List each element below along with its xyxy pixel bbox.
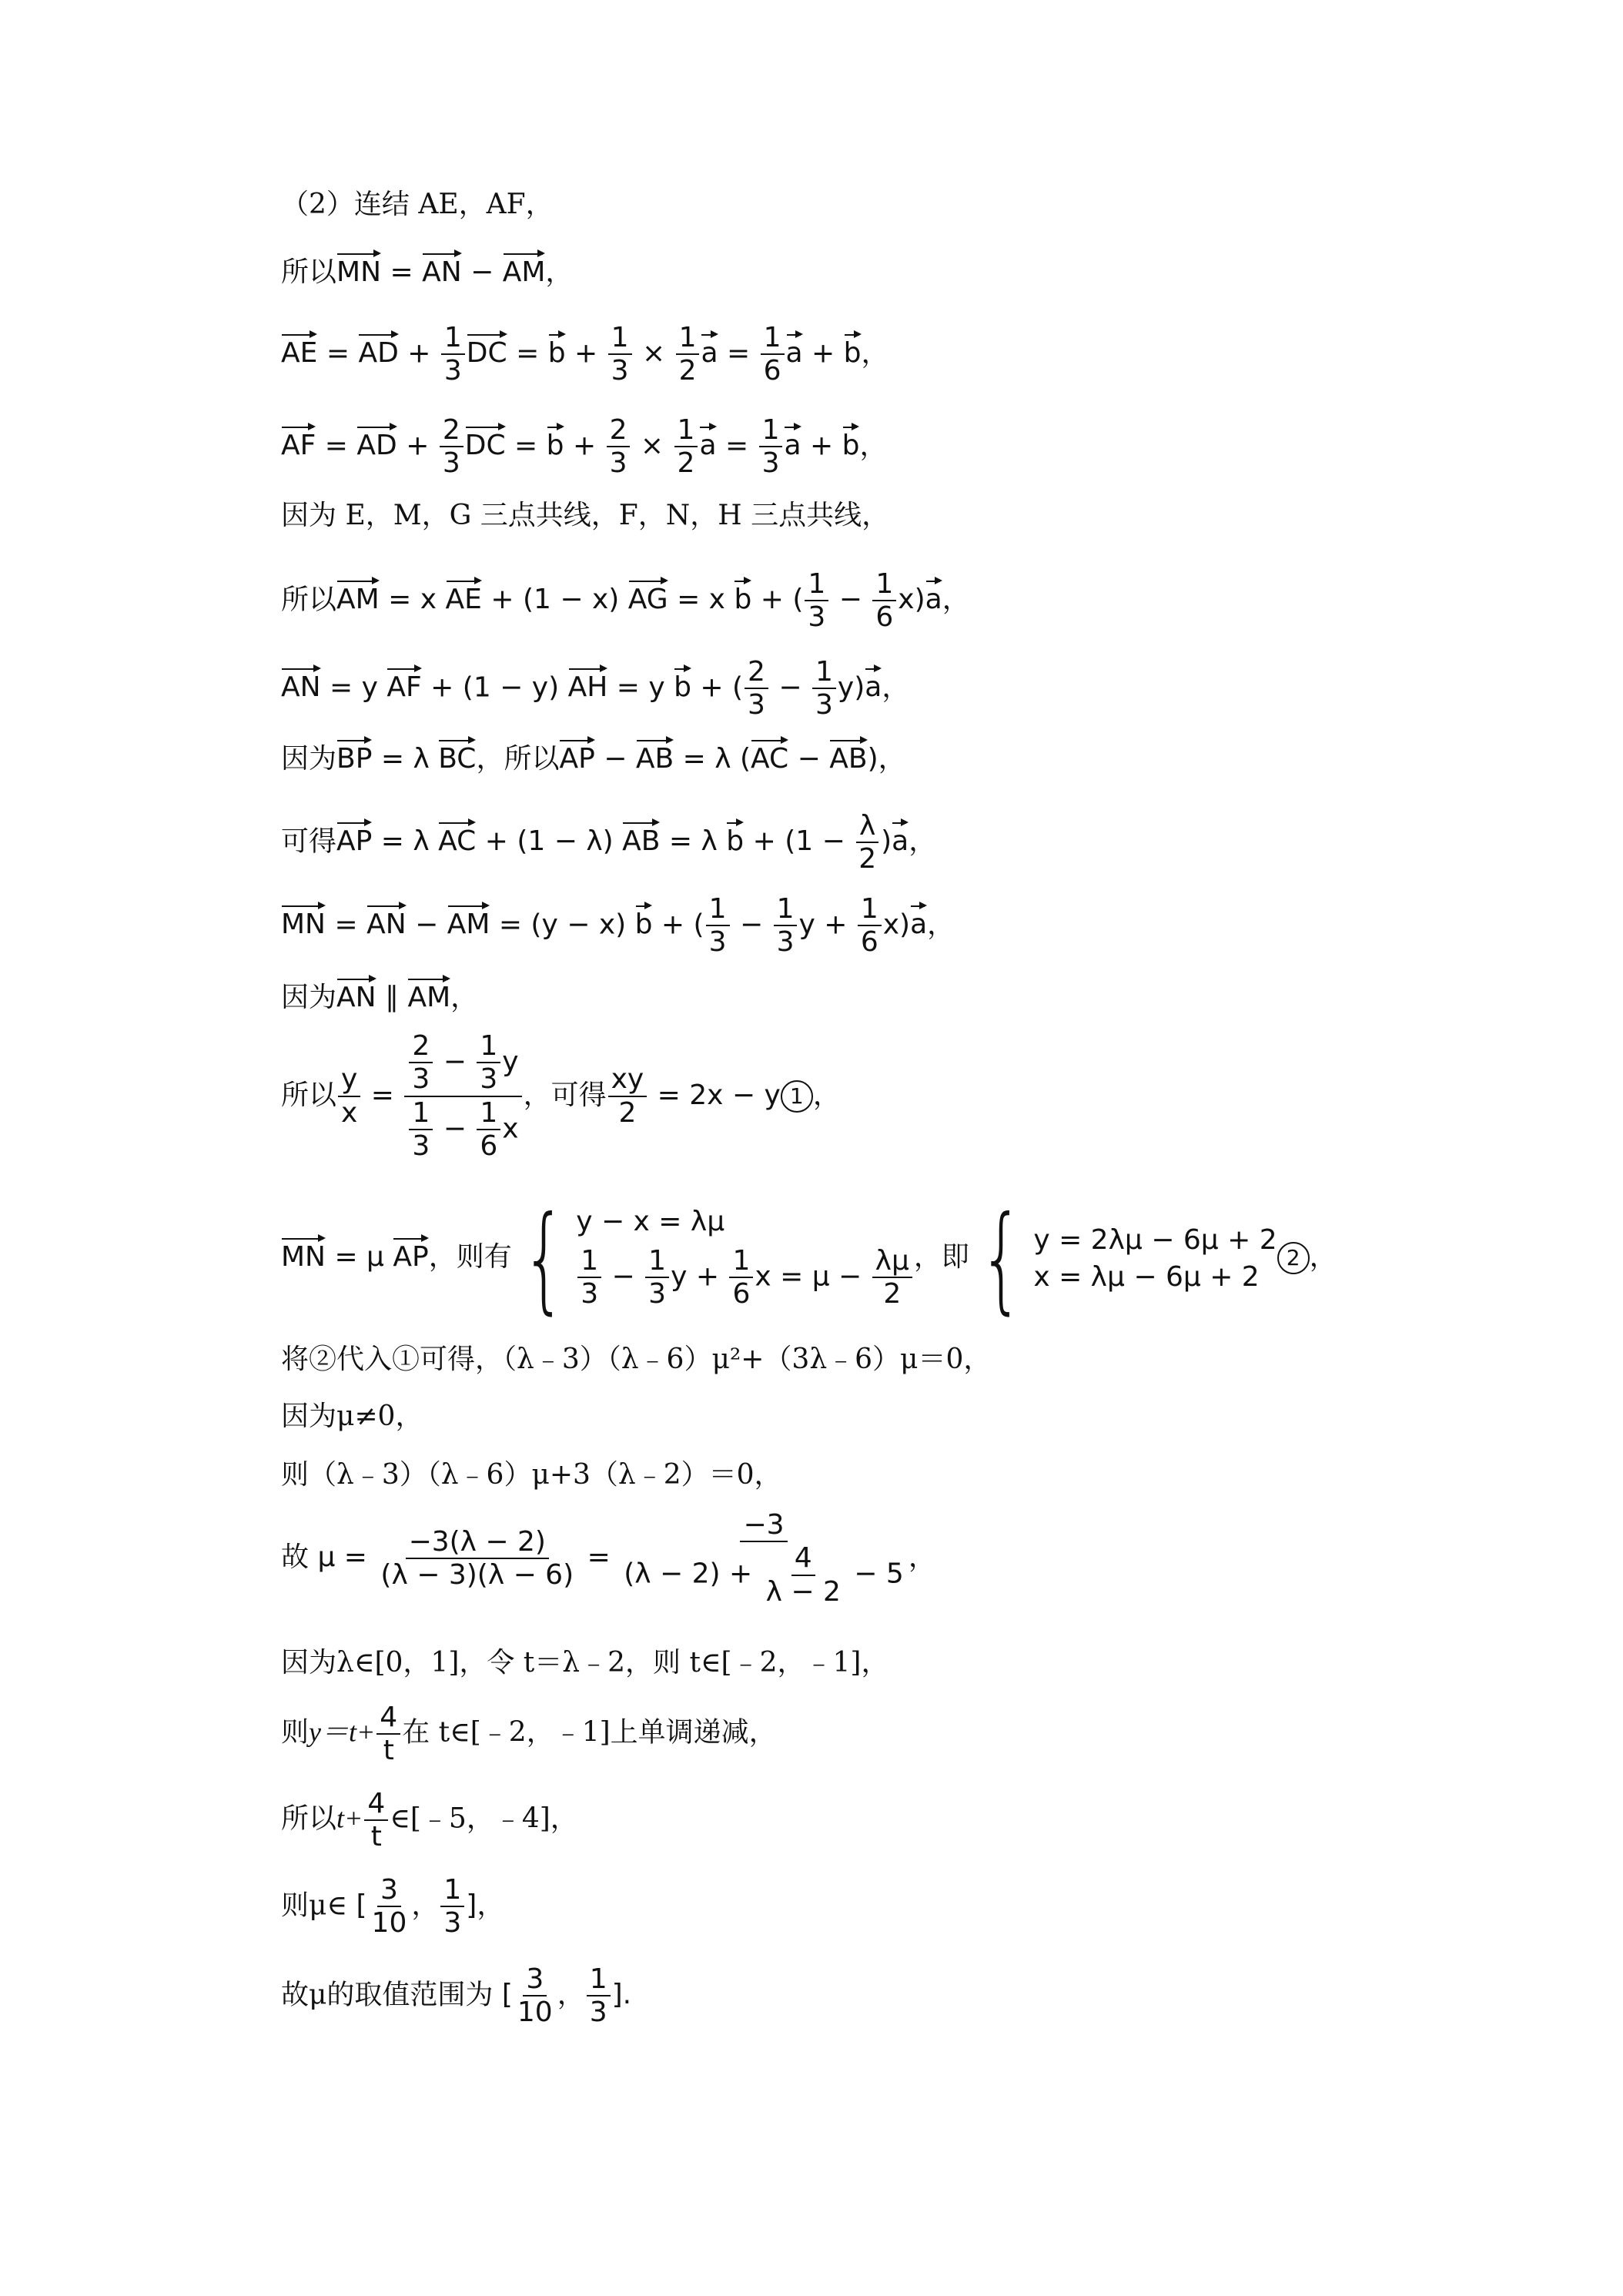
mid-text: ，即 [913, 1241, 969, 1273]
text-line-19: 则y＝t+ $\frac{4}{t}$ 在 t∈[﹣2，﹣1]上单调递减， [281, 1702, 777, 1767]
equation-system: MN = μ AP，则有{ y − x = λμ $\frac{1}{3}$ − $\frac{1}{3}$ y + $\frac{1}{6}$ x = μ − $\frac{\lambda\mu}{2}$ ，即{ y = 2λμ − 6μ + 2 x = λμ − 6μ + 2 2 ， [281, 1192, 1337, 1326]
equation-bp: 因为BP = λ BC，所以AP − AB = λ (AC − AB)， [281, 741, 906, 773]
text-line-16: 则（λ﹣3）（λ﹣6）μ+3（λ﹣2）＝0， [281, 1459, 782, 1491]
text-line-1: （2）连结 AE，AF， [281, 189, 554, 220]
prefix: 所以 [281, 584, 337, 616]
suffix: ∈[﹣5，﹣4]， [390, 1802, 578, 1835]
equation-mn: MN = AN − AM = (y − x) b + ( $\frac{1}{3}$ − $\frac{1}{3}$ y + $\frac{1}{6}$ x)a， [281, 893, 955, 959]
prefix: 所以 [281, 256, 337, 288]
suffix: 在 t∈[﹣2，﹣1]上单调递减， [402, 1716, 777, 1749]
text-line-2: 所以MN = AN − AM， [281, 254, 573, 286]
prefix: 因为 [281, 743, 337, 775]
prefix: 所以 [281, 1079, 337, 1111]
prefix: 可得 [281, 825, 337, 858]
prefix: 故μ的取值范围为 [281, 1979, 494, 2011]
prefix: 所以 [281, 1802, 337, 1835]
text-line-14: 将②代入①可得，（λ﹣3）（λ﹣6）μ²+（3λ﹣6）μ＝0， [281, 1344, 992, 1375]
equation-mu: 故 μ = $\frac{-3(\lambda - 2)}{(\lambda - 3)(\lambda - 6)}$ = −3 (λ − 2) + $\frac{4}{\lambda - 2}$ − 5 ， [281, 1509, 936, 1608]
prefix: 故 [281, 1541, 310, 1574]
prefix: 则μ∈ [281, 1889, 348, 1922]
equation-am: 所以AM = x AE + (1 − x) AG = x b + ( $\frac{1}{3}$ − $\frac{1}{6}$ x)a， [281, 568, 970, 634]
text-line-15: 因为μ≠0， [281, 1401, 423, 1432]
equation-ae: AE = AD + $\frac{1}{3}$ DC = b + $\frac{1}{3}$ × $\frac{1}{2}$ a = $\frac{1}{6}$ a + b， [281, 322, 889, 387]
text-parallel: 因为AN ∥ AM， [281, 979, 478, 1012]
equation-an: AN = y AF + (1 − y) AH = y b + ( $\frac{2}{3}$ − $\frac{1}{3}$ y)a， [281, 656, 910, 721]
text-line-21: 则μ∈ [ $\frac{3}{10}$ ， $\frac{1}{3}$ ]， [281, 1874, 505, 1940]
equation-ap: 可得AP = λ AC + (1 − λ) AB = λ b + (1 − $\frac{\lambda}{2}$ )a， [281, 810, 937, 875]
mid-text: ，可得 [523, 1079, 607, 1111]
mid-text: ，所以 [476, 743, 560, 775]
prefix: 因为 [281, 982, 337, 1013]
text-line-22: 故μ的取值范围为 [ $\frac{3}{10}$ ， $\frac{1}{3}$ ]. [281, 1963, 632, 2029]
text-line-20: 所以t+ $\frac{4}{t}$ ∈[﹣5，﹣4]， [281, 1788, 578, 1853]
mid-text: ，则有 [428, 1241, 512, 1273]
equation-af: AF = AD + $\frac{2}{3}$ DC = b + $\frac{2}{3}$ × $\frac{1}{2}$ a = $\frac{1}{3}$ a + b， [281, 414, 888, 480]
text-line-5: 因为 E，M，G 三点共线，F，N，H 三点共线， [281, 500, 890, 531]
prefix: 则 [281, 1716, 310, 1749]
equation-ratio: 所以 $\frac{y}{x}$ = $\frac{2}{3}$ − $\frac{1}{3}$ y $\frac{1}{3}$ − $\frac{1}{6}$ x ，可得 $\frac{xy}{2}$ = 2x − y 1 ， [281, 1030, 841, 1163]
text-line-18: 因为λ∈[0，1]，令 t＝λ﹣2，则 t∈[﹣2，﹣1]， [281, 1647, 889, 1678]
